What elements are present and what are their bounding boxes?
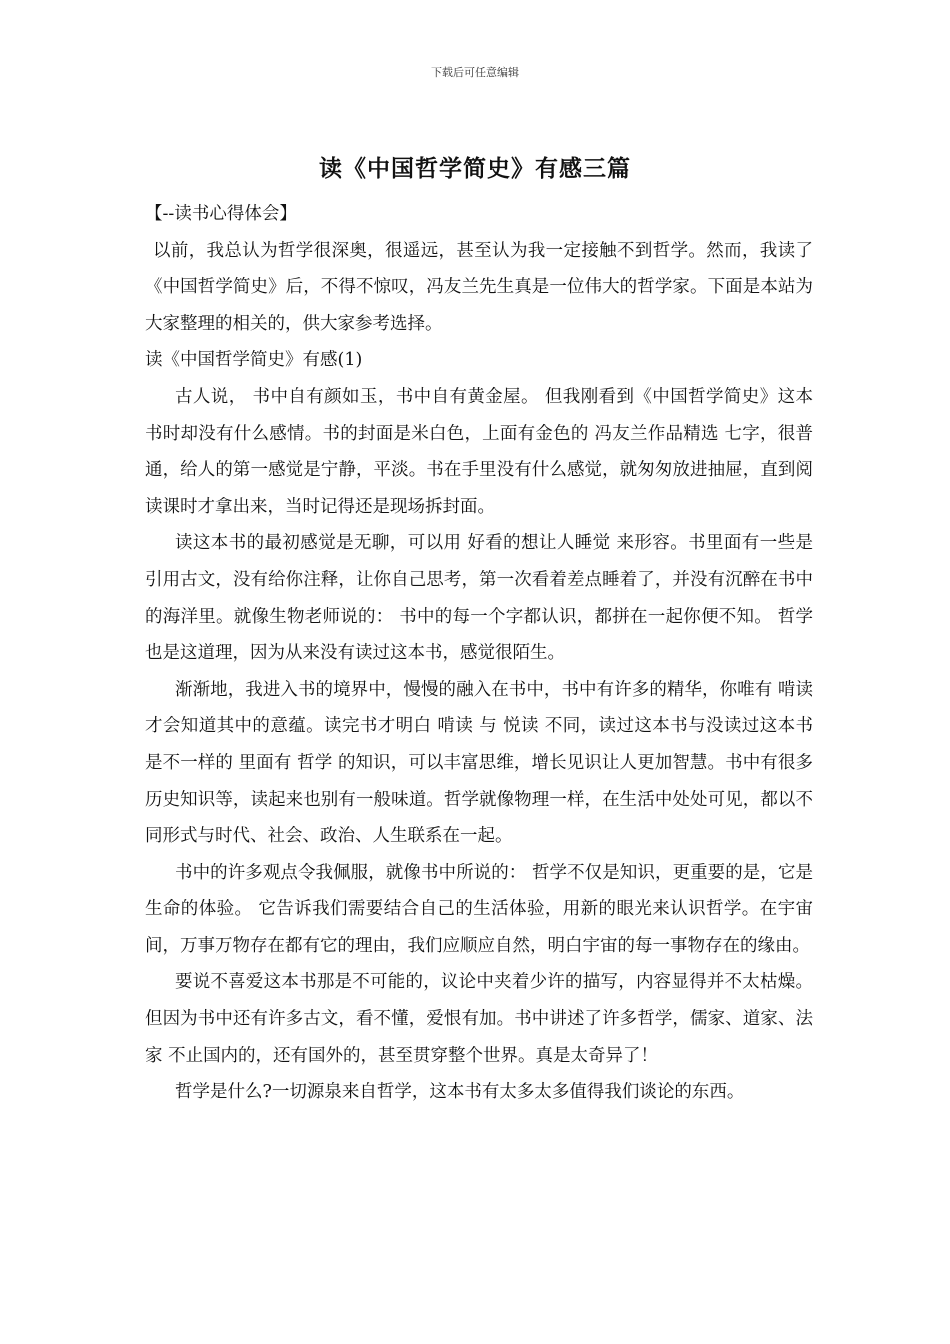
section-label: 【--读书心得体会】: [145, 204, 297, 224]
body-paragraph: 古人说， 书中自有颜如玉，书中自有黄金屋。 但我刚看到《中国哲学简史》这本书时却没有什么感情。书的封面是米白色，上面有金色的 冯友兰作品精选 七字，很普通，给人的第一感觉是宁静，平淡。书在手里没有什么感觉，就匆匆放进抽屉，直到阅读课时才拿出来，当时记得还是现场拆封面。: [145, 386, 813, 517]
body-paragraph: 哲学是什么?一切源泉来自哲学，这本书有太多太多值得我们谈论的东西。: [175, 1082, 745, 1103]
body-paragraph: 读这本书的最初感觉是无聊，可以用 好看的想让人睡觉 来形容。书里面有一些是引用古文，没有给你注释，让你自己思考，第一次看着差点睡着了，并没有沉醉在书中的海洋里。就像生物老师说的： 书中的每一个字都认识，都拼在一起你便不知。 哲学也是这道理，因为从来没有读过这本书，感觉很陌生。: [145, 533, 813, 664]
body-paragraph: 书中的许多观点令我佩服，就像书中所说的： 哲学不仅是知识，更重要的是，它是生命的体验。 它告诉我们需要结合自己的生活体验，用新的眼光来认识哲学。在宇宙间，万事万物存在都有它的理由，我们应顺应自然，明白宇宙的每一事物存在的缘由。: [145, 862, 813, 956]
essay-subtitle: 读《中国哲学简史》有感(1): [145, 350, 363, 371]
document-title: 读《中国哲学简史》有感三篇: [319, 155, 631, 182]
document-body: [145, 196, 813, 1111]
body-paragraph: 要说不喜爱这本书那是不可能的，议论中夹着少许的描写，内容显得并不太枯燥。但因为书中还有许多古文，看不懂，爱恨有加。书中讲述了许多哲学，儒家、道家、法家 不止国内的，还有国外的，甚至贯穿整个世界。真是太奇异了！: [145, 972, 813, 1066]
body-paragraph: 渐渐地，我进入书的境界中，慢慢的融入在书中，书中有许多的精华，你唯有 啃读 才会知道其中的意蕴。读完书才明白 啃读 与 悦读 不同，读过这本书与没读过这本书是不一样的 里面有 哲学 的知识，可以丰富思维，增长见识让人更加智慧。书中有很多历史知识等，读起来也别有一般味道。哲学就像物理一样，在生活中处处可见，都以不同形式与时代、社会、政治、人生联系在一起。: [145, 679, 813, 847]
header-note: 下载后可任意编辑: [431, 66, 519, 79]
intro-paragraph: 以前，我总认为哲学很深奥，很遥远，甚至认为我一定接触不到哲学。然而，我读了《中国哲学简史》后，不得不惊叹，冯友兰先生真是一位伟大的哲学家。下面是本站为大家整理的相关的，供大家参考选择。: [145, 240, 813, 334]
